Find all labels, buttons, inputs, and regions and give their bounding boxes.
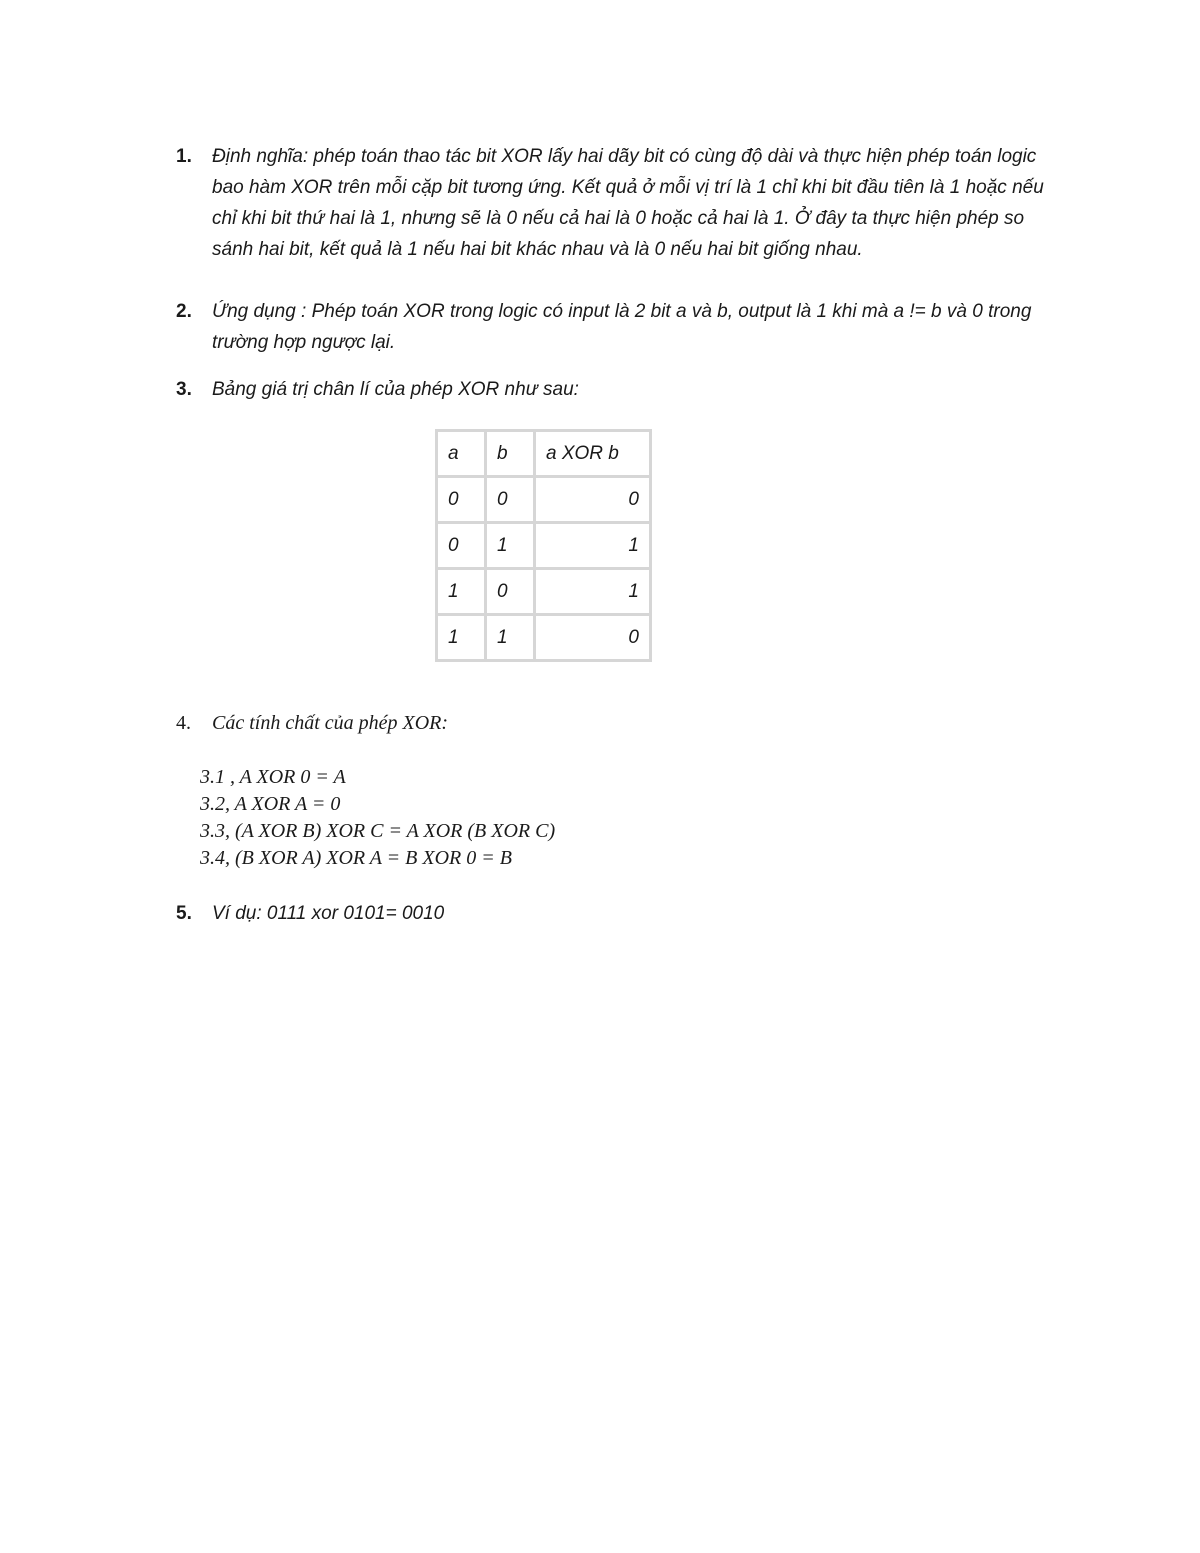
header-a-xor-b: a XOR b — [535, 431, 651, 477]
property-line: 3.2, A XOR A = 0 — [200, 793, 341, 815]
cell: 1 — [486, 615, 535, 661]
truth-table — [435, 429, 652, 662]
table-row — [437, 523, 651, 569]
table-row — [437, 569, 651, 615]
property-line: 3.3, (A XOR B) XOR C = A XOR (B XOR C) — [200, 820, 556, 842]
list-item-properties — [176, 708, 1062, 739]
list-number: 5. — [176, 903, 192, 924]
properties-list — [200, 764, 555, 872]
header-b: b — [486, 431, 535, 477]
example-text: Ví dụ: 0111 xor 0101= 0010 — [212, 903, 445, 924]
cell: 1 — [486, 523, 535, 569]
list-number: 4. — [176, 712, 191, 734]
truth-table-intro-text: Bảng giá trị chân lí của phép XOR như sau: — [212, 379, 579, 400]
definition-text: Định nghĩa: phép toán thao tác bit XOR lấy hai dãy bit có cùng độ dài và thực hiện phép toán logic bao hàm XOR trên mỗi cặp bit tương ứng. Kết quả ở mỗi vị trí là 1 chỉ khi bit đầu tiên là 1 hoặc nếu chỉ khi bit thứ hai là 1, nhưng sẽ là 0 nếu cả hai là 0 hoặc cả hai là 1. Ở đây ta thực hiện phép so sánh hai bit, kết quả là 1 nếu hai bit khác nhau và là 0 nếu hai bit giống nhau. — [212, 146, 1044, 260]
cell: 1 — [535, 523, 651, 569]
table-row — [437, 615, 651, 661]
header-a: a — [437, 431, 486, 477]
property-line: 3.1 , A XOR 0 = A — [200, 766, 346, 788]
list-number: 2. — [176, 301, 192, 322]
table-header-row — [437, 431, 651, 477]
cell: 1 — [437, 615, 486, 661]
property-line: 3.4, (B XOR A) XOR A = B XOR 0 = B — [200, 847, 512, 869]
list-item-definition — [176, 141, 1062, 265]
list-item-example — [176, 898, 1062, 929]
cell: 1 — [437, 569, 486, 615]
cell: 0 — [486, 569, 535, 615]
application-text: Ứng dụng : Phép toán XOR trong logic có input là 2 bit a và b, output là 1 khi mà a != b và 0 trong trường hợp ngược lại. — [212, 301, 1032, 353]
list-item-application — [176, 296, 1062, 358]
cell: 1 — [535, 569, 651, 615]
table-row — [437, 477, 651, 523]
list-number: 1. — [176, 146, 192, 167]
cell: 0 — [437, 523, 486, 569]
list-number: 3. — [176, 379, 192, 400]
list-item-truth-table-intro — [176, 374, 1062, 405]
cell: 0 — [535, 477, 651, 523]
cell: 0 — [486, 477, 535, 523]
cell: 0 — [535, 615, 651, 661]
cell: 0 — [437, 477, 486, 523]
properties-heading: Các tính chất của phép XOR: — [212, 712, 449, 734]
